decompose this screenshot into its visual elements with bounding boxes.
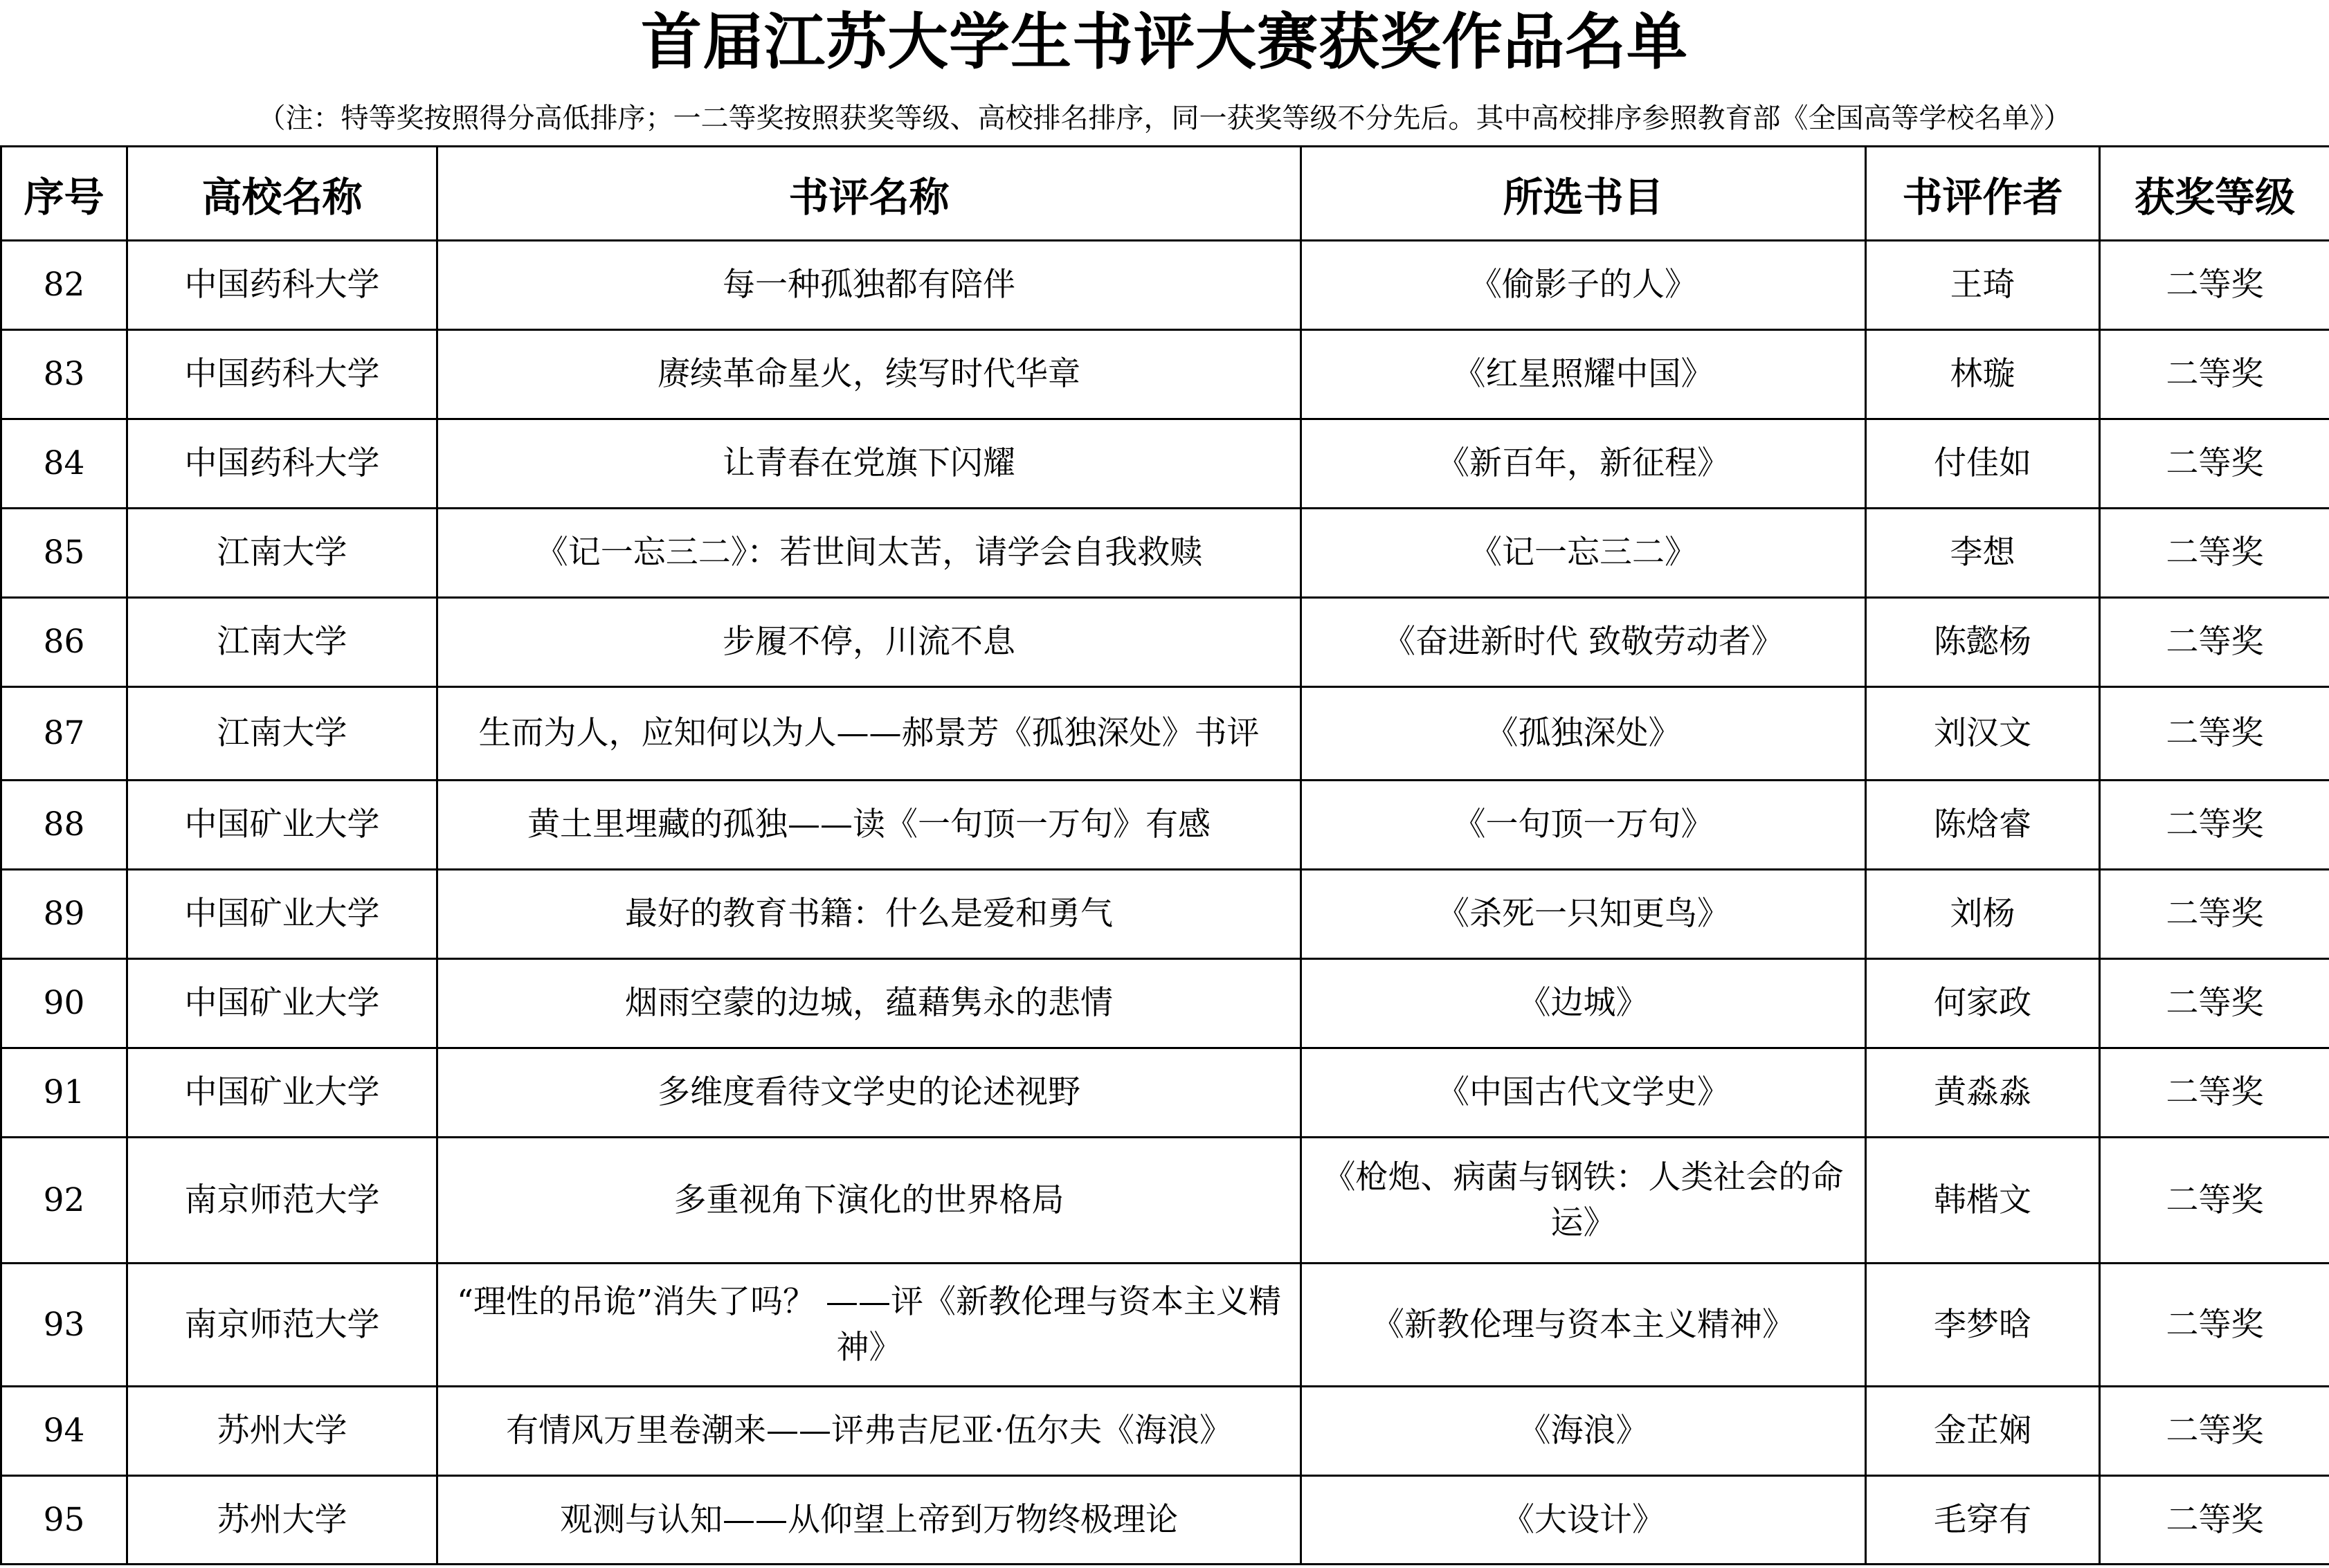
cell-award: 二等奖: [2100, 870, 2329, 959]
cell-review: 观测与认知——从仰望上帝到万物终极理论: [437, 1476, 1301, 1565]
cell-no: 86: [1, 598, 127, 687]
cell-review: 赓续革命星火，续写时代华章: [437, 330, 1301, 419]
cell-school: 中国药科大学: [127, 419, 437, 509]
cell-author: 王琦: [1866, 241, 2100, 330]
cell-school: 江南大学: [127, 509, 437, 598]
table-row: [1, 781, 2329, 870]
table-row: [1, 419, 2329, 509]
cell-author: 刘汉文: [1866, 687, 2100, 781]
cell-no: 87: [1, 687, 127, 781]
cell-book: 《记一忘三二》: [1301, 509, 1866, 598]
cell-award: 二等奖: [2100, 1264, 2329, 1387]
table-row: [1, 241, 2329, 330]
cell-book: 《红星照耀中国》: [1301, 330, 1866, 419]
table-row: [1, 687, 2329, 781]
cell-no: 90: [1, 959, 127, 1048]
table-row: [1, 598, 2329, 687]
header-no: 序号: [1, 147, 127, 241]
cell-review: 有情风万里卷潮来——评弗吉尼亚·伍尔夫《海浪》: [437, 1387, 1301, 1476]
cell-author: 陈懿杨: [1866, 598, 2100, 687]
cell-award: 二等奖: [2100, 781, 2329, 870]
cell-review: 让青春在党旗下闪耀: [437, 419, 1301, 509]
cell-review: 《记一忘三二》：若世间太苦，请学会自我救赎: [437, 509, 1301, 598]
header-book: 所选书目: [1301, 147, 1866, 241]
cell-book: 《新百年，新征程》: [1301, 419, 1866, 509]
cell-school: 苏州大学: [127, 1387, 437, 1476]
table-row: [1, 1138, 2329, 1264]
cell-school: 中国矿业大学: [127, 1048, 437, 1138]
cell-review: 黄土里埋藏的孤独——读《一句顶一万句》有感: [437, 781, 1301, 870]
cell-review: 步履不停，川流不息: [437, 598, 1301, 687]
cell-award: 二等奖: [2100, 241, 2329, 330]
cell-book: 《海浪》: [1301, 1387, 1866, 1476]
table-row: [1, 1387, 2329, 1476]
cell-school: 南京师范大学: [127, 1264, 437, 1387]
cell-author: 陈焓睿: [1866, 781, 2100, 870]
cell-author: 金芷娴: [1866, 1387, 2100, 1476]
cell-no: 84: [1, 419, 127, 509]
cell-school: 苏州大学: [127, 1476, 437, 1565]
cell-author: 刘杨: [1866, 870, 2100, 959]
cell-award: 二等奖: [2100, 1387, 2329, 1476]
cell-no: 95: [1, 1476, 127, 1565]
cell-school: 江南大学: [127, 687, 437, 781]
cell-award: 二等奖: [2100, 959, 2329, 1048]
cell-award: 二等奖: [2100, 1476, 2329, 1565]
cell-school: 中国矿业大学: [127, 781, 437, 870]
cell-review: 多重视角下演化的世界格局: [437, 1138, 1301, 1264]
cell-no: 88: [1, 781, 127, 870]
table-row: [1, 1476, 2329, 1565]
cell-award: 二等奖: [2100, 330, 2329, 419]
cell-book: 《偷影子的人》: [1301, 241, 1866, 330]
cell-award: 二等奖: [2100, 419, 2329, 509]
cell-no: 94: [1, 1387, 127, 1476]
cell-award: 二等奖: [2100, 509, 2329, 598]
cell-author: 韩楷文: [1866, 1138, 2100, 1264]
cell-school: 江南大学: [127, 598, 437, 687]
table-row: [1, 1264, 2329, 1387]
cell-award: 二等奖: [2100, 1138, 2329, 1264]
cell-review: 每一种孤独都有陪伴: [437, 241, 1301, 330]
cell-author: 付佳如: [1866, 419, 2100, 509]
cell-review: 最好的教育书籍：什么是爱和勇气: [437, 870, 1301, 959]
cell-no: 85: [1, 509, 127, 598]
cell-book: 《枪炮、病菌与钢铁：人类社会的命运》: [1301, 1138, 1866, 1264]
cell-award: 二等奖: [2100, 1048, 2329, 1138]
table-header-row: [1, 147, 2329, 241]
cell-author: 李梦晗: [1866, 1264, 2100, 1387]
cell-book: 《一句顶一万句》: [1301, 781, 1866, 870]
table-row: [1, 1048, 2329, 1138]
cell-review: 烟雨空蒙的边城，蕴藉隽永的悲情: [437, 959, 1301, 1048]
table-row: [1, 870, 2329, 959]
cell-no: 92: [1, 1138, 127, 1264]
cell-book: 《大设计》: [1301, 1476, 1866, 1565]
cell-book: 《新教伦理与资本主义精神》: [1301, 1264, 1866, 1387]
header-school: 高校名称: [127, 147, 437, 241]
table-row: [1, 959, 2329, 1048]
cell-award: 二等奖: [2100, 598, 2329, 687]
header-review: 书评名称: [437, 147, 1301, 241]
cell-author: 何家政: [1866, 959, 2100, 1048]
awards-table: [0, 145, 2329, 1565]
header-award: 获奖等级: [2100, 147, 2329, 241]
cell-review: 生而为人，应知何以为人——郝景芳《孤独深处》书评: [437, 687, 1301, 781]
cell-award: 二等奖: [2100, 687, 2329, 781]
cell-author: 李想: [1866, 509, 2100, 598]
page-note: （注：特等奖按照得分高低排序；一二等奖按照获奖等级、高校排名排序，同一获奖等级不分先后。其中高校排序参照教育部《全国高等学校名单》）: [257, 102, 2072, 134]
table-row: [1, 330, 2329, 419]
cell-review: “理性的吊诡”消失了吗？ ——评《新教伦理与资本主义精神》: [437, 1264, 1301, 1387]
cell-school: 南京师范大学: [127, 1138, 437, 1264]
header-author: 书评作者: [1866, 147, 2100, 241]
cell-book: 《杀死一只知更鸟》: [1301, 870, 1866, 959]
page-title: 首届江苏大学生书评大赛获奖作品名单: [640, 6, 1688, 78]
cell-no: 82: [1, 241, 127, 330]
cell-no: 89: [1, 870, 127, 959]
cell-book: 《边城》: [1301, 959, 1866, 1048]
cell-author: 毛穿有: [1866, 1476, 2100, 1565]
cell-no: 91: [1, 1048, 127, 1138]
cell-book: 《孤独深处》: [1301, 687, 1866, 781]
cell-author: 黄淼淼: [1866, 1048, 2100, 1138]
cell-school: 中国药科大学: [127, 241, 437, 330]
cell-book: 《奋进新时代 致敬劳动者》: [1301, 598, 1866, 687]
table-row: [1, 509, 2329, 598]
cell-school: 中国矿业大学: [127, 870, 437, 959]
cell-author: 林璇: [1866, 330, 2100, 419]
cell-school: 中国矿业大学: [127, 959, 437, 1048]
cell-school: 中国药科大学: [127, 330, 437, 419]
cell-no: 93: [1, 1264, 127, 1387]
cell-book: 《中国古代文学史》: [1301, 1048, 1866, 1138]
cell-review: 多维度看待文学史的论述视野: [437, 1048, 1301, 1138]
cell-no: 83: [1, 330, 127, 419]
